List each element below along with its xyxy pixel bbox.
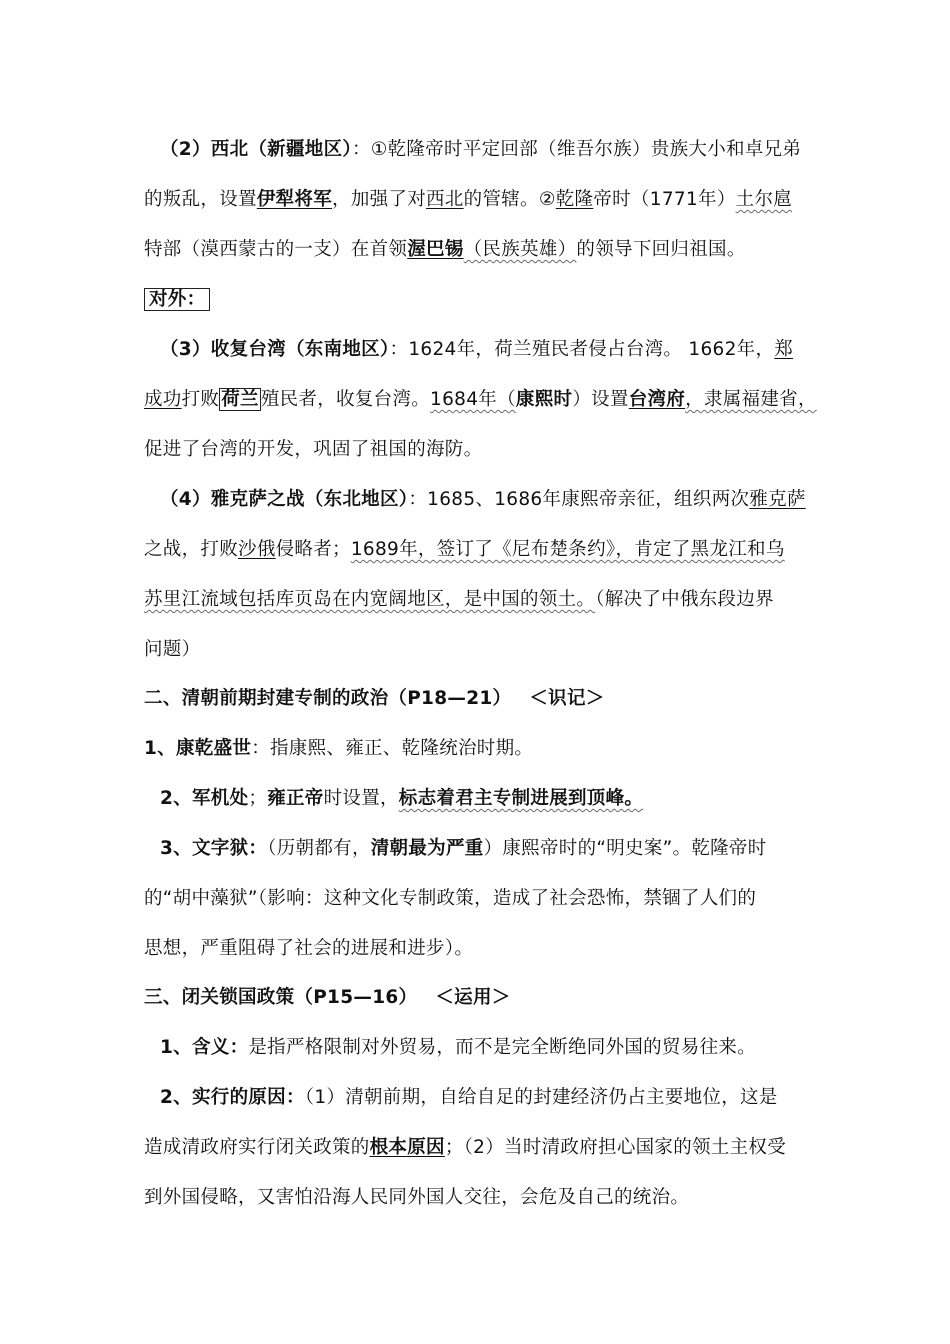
text-span-wavy: 土尔扈 bbox=[735, 189, 793, 210]
section-tag: ＜运用＞ bbox=[435, 987, 511, 1008]
term-meaning: 1、含义： bbox=[160, 1037, 249, 1058]
text-line-albazin bbox=[160, 487, 806, 513]
text-span: 促进了台湾的开发，巩固了祖国的海防。 bbox=[144, 439, 483, 460]
keyword-holland: 荷兰 bbox=[221, 389, 259, 410]
text-line bbox=[144, 1185, 689, 1211]
text-line bbox=[144, 886, 756, 912]
keyword-ubashi: 渥巴锡 bbox=[407, 239, 464, 260]
text-line bbox=[144, 237, 746, 263]
section-heading-2 bbox=[144, 686, 605, 712]
text-line bbox=[144, 437, 482, 463]
text-span-wavy: 苏里江流域包括库页岛在内宽阔地区，是中国的领土。 bbox=[144, 589, 596, 610]
heading-albazin: （4）雅克萨之战（东北地区） bbox=[160, 489, 409, 510]
term-grand-council: 2、军机处 bbox=[160, 788, 249, 809]
text-span: 的“胡中藻狱”（影响：这种文化专制政策，造成了社会恐怖，禁锢了人们的 bbox=[144, 888, 757, 909]
keyword-chenggong: 成功 bbox=[144, 389, 182, 410]
text-span: 之战，打败 bbox=[144, 539, 239, 560]
text-span: 是指严格限制对外贸易，而不是完全断绝同外国的贸易往来。 bbox=[248, 1037, 756, 1058]
text-span: ：1624年，荷兰殖民者侵占台湾。 1662年， bbox=[389, 339, 775, 360]
text-span: 帝时（1771年） bbox=[593, 189, 736, 210]
text-line-taiwan bbox=[160, 337, 793, 363]
section-title: 二、清朝前期封建专制的政治（P18—21） bbox=[144, 688, 512, 709]
text-span: ：1685、1686年康熙帝亲征，组织两次 bbox=[408, 489, 750, 510]
term-reasons: 2、实行的原因： bbox=[160, 1087, 305, 1108]
text-span-wavy: （民族英雄） bbox=[463, 239, 577, 260]
text-span: 造成清政府实行闭关政策的 bbox=[144, 1137, 370, 1158]
text-span: ； bbox=[248, 788, 268, 809]
keyword-russia: 沙俄 bbox=[238, 539, 276, 560]
text-span: 时设置， bbox=[323, 788, 399, 809]
keyword-northwest: 西北 bbox=[426, 189, 464, 210]
keyword-qianlong: 乾隆 bbox=[555, 189, 594, 210]
text-line bbox=[144, 936, 473, 962]
keyword-ili-general: 伊犁将军 bbox=[256, 189, 333, 210]
heading-taiwan: （3）收复台湾（东南地区） bbox=[160, 339, 390, 360]
text-line bbox=[144, 537, 785, 563]
keyword-qing-most-severe: 清朝最为严重 bbox=[370, 838, 484, 859]
heading-northwest: （2）西北（新疆地区） bbox=[160, 139, 352, 160]
text-line bbox=[144, 187, 792, 213]
text-line bbox=[144, 587, 774, 613]
text-span: ：①乾隆帝时平定回部（维吾尔族）贵族大小和卓兄弟 bbox=[351, 139, 802, 160]
keyword-kangxi-era: 康熙时 bbox=[515, 389, 573, 410]
text-span: 的领导下回归祖国。 bbox=[576, 239, 746, 260]
section-tag: ＜识记＞ bbox=[529, 688, 605, 709]
keyword-albazin: 雅克萨 bbox=[749, 489, 806, 510]
text-line bbox=[160, 836, 767, 862]
text-span: 思想，严重阻碍了社会的进展和进步）。 bbox=[144, 938, 474, 959]
text-span: 侵略者； bbox=[275, 539, 351, 560]
text-span: ）设置 bbox=[572, 389, 629, 410]
keyword-zheng: 郑 bbox=[774, 339, 794, 360]
text-span: 到外国侵略，又害怕沿海人民同外国人交往，会危及自己的统治。 bbox=[144, 1187, 690, 1208]
text-span: ）康熙帝时的“明史案”。乾隆帝时 bbox=[483, 838, 767, 859]
text-span: 殖民者，收复台湾。 bbox=[260, 389, 431, 410]
text-span: ；（2）当时清政府担心国家的领土主权受 bbox=[444, 1137, 787, 1158]
term-literary-inquisition: 3、文字狱： bbox=[160, 838, 268, 859]
term-kangqian: 1、康乾盛世 bbox=[144, 738, 252, 759]
heading-foreign-affairs: 对外： bbox=[144, 288, 210, 311]
section-title: 三、闭关锁国政策（P15—16） bbox=[144, 987, 418, 1008]
text-span-wavy: 1684年（ bbox=[430, 389, 516, 410]
text-span: 特部（漠西蒙古的一支）在首领 bbox=[144, 239, 408, 260]
text-span-wavy: 1689年，签订了《尼布楚条约》，肯定了黑龙江和乌 bbox=[350, 539, 785, 560]
text-span: （历朝都有， bbox=[267, 838, 371, 859]
text-span: 的管辖。② bbox=[463, 189, 556, 210]
text-span: ：指康熙、雍正、乾隆统治时期。 bbox=[251, 738, 534, 759]
text-span: 打败 bbox=[181, 389, 220, 410]
text-line bbox=[144, 1135, 786, 1161]
text-line bbox=[144, 736, 533, 762]
keyword-yongzheng: 雍正帝 bbox=[267, 788, 324, 809]
keyword-peak: 标志着君主专制进展到顶峰。 bbox=[398, 788, 644, 809]
text-line-foreign bbox=[144, 287, 210, 313]
text-line bbox=[144, 637, 200, 663]
text-span: （1）清朝前期，自给自足的封建经济仍占主要地位，这是 bbox=[304, 1087, 778, 1108]
text-span: （解决了中俄东段边界 bbox=[595, 589, 774, 610]
text-line bbox=[160, 1035, 756, 1061]
text-span: 问题） bbox=[144, 639, 201, 660]
keyword-root-cause: 根本原因 bbox=[369, 1137, 445, 1158]
text-span-wavy: ，隶属福建省， bbox=[685, 389, 817, 410]
keyword-taiwan-prefecture: 台湾府 bbox=[628, 389, 686, 410]
text-line bbox=[144, 387, 817, 413]
text-line bbox=[160, 786, 643, 812]
text-span: ，加强了对 bbox=[332, 189, 427, 210]
text-line bbox=[160, 1085, 778, 1111]
section-heading-3 bbox=[144, 985, 511, 1011]
text-span: 的叛乱，设置 bbox=[144, 189, 257, 210]
text-line-northwest bbox=[160, 137, 801, 163]
